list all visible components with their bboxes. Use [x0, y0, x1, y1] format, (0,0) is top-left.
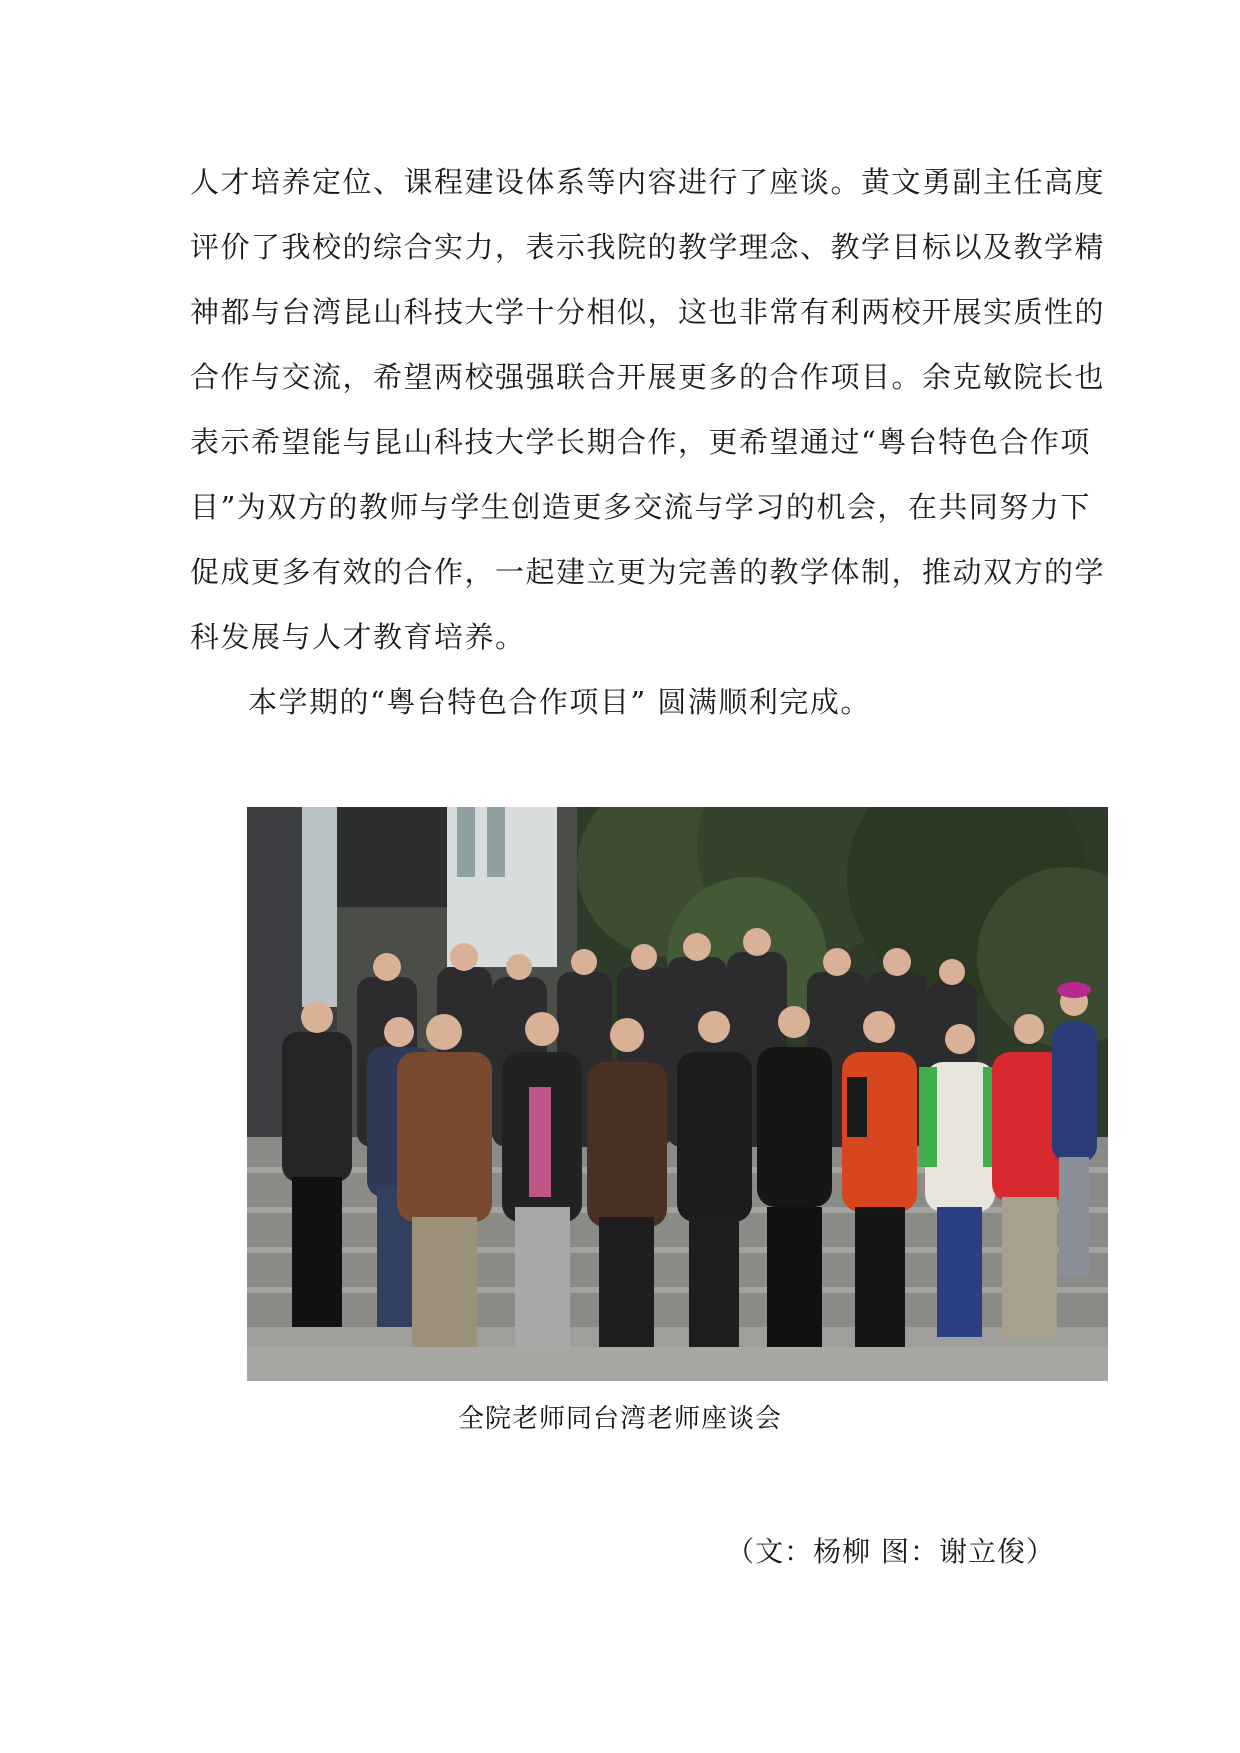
- article-body: [190, 150, 1106, 735]
- article-line: 目”为双方的教师与学生创造更多交流与学习的机会，在共同努力下: [190, 490, 1091, 524]
- author-credit: （文：杨柳 图：谢立俊）: [726, 1535, 1055, 1568]
- group-photo-illustration: [247, 807, 1108, 1381]
- article-line: 人才培养定位、课程建设体系等内容进行了座谈。黄文勇副主任高度: [190, 165, 1106, 199]
- article-line: 评价了我校的综合实力，表示我院的教学理念、教学目标以及教学精: [190, 230, 1106, 264]
- article-line: 表示希望能与昆山科技大学长期合作，更希望通过“粤台特色合作项: [190, 425, 1091, 459]
- article-line: 促成更多有效的合作，一起建立更为完善的教学体制，推动双方的学: [190, 555, 1106, 589]
- article-line: 神都与台湾昆山科技大学十分相似，这也非常有利两校开展实质性的: [190, 295, 1106, 329]
- article-closing-line: 本学期的“粤台特色合作项目” 圆满顺利完成。: [248, 685, 871, 719]
- article-line: 科发展与人才教育培养。: [190, 620, 526, 654]
- group-photo: [247, 807, 1108, 1381]
- photo-caption: 全院老师同台湾老师座谈会: [457, 1404, 782, 1434]
- article-line: 合作与交流，希望两校强强联合开展更多的合作项目。余克敏院长也: [190, 360, 1106, 394]
